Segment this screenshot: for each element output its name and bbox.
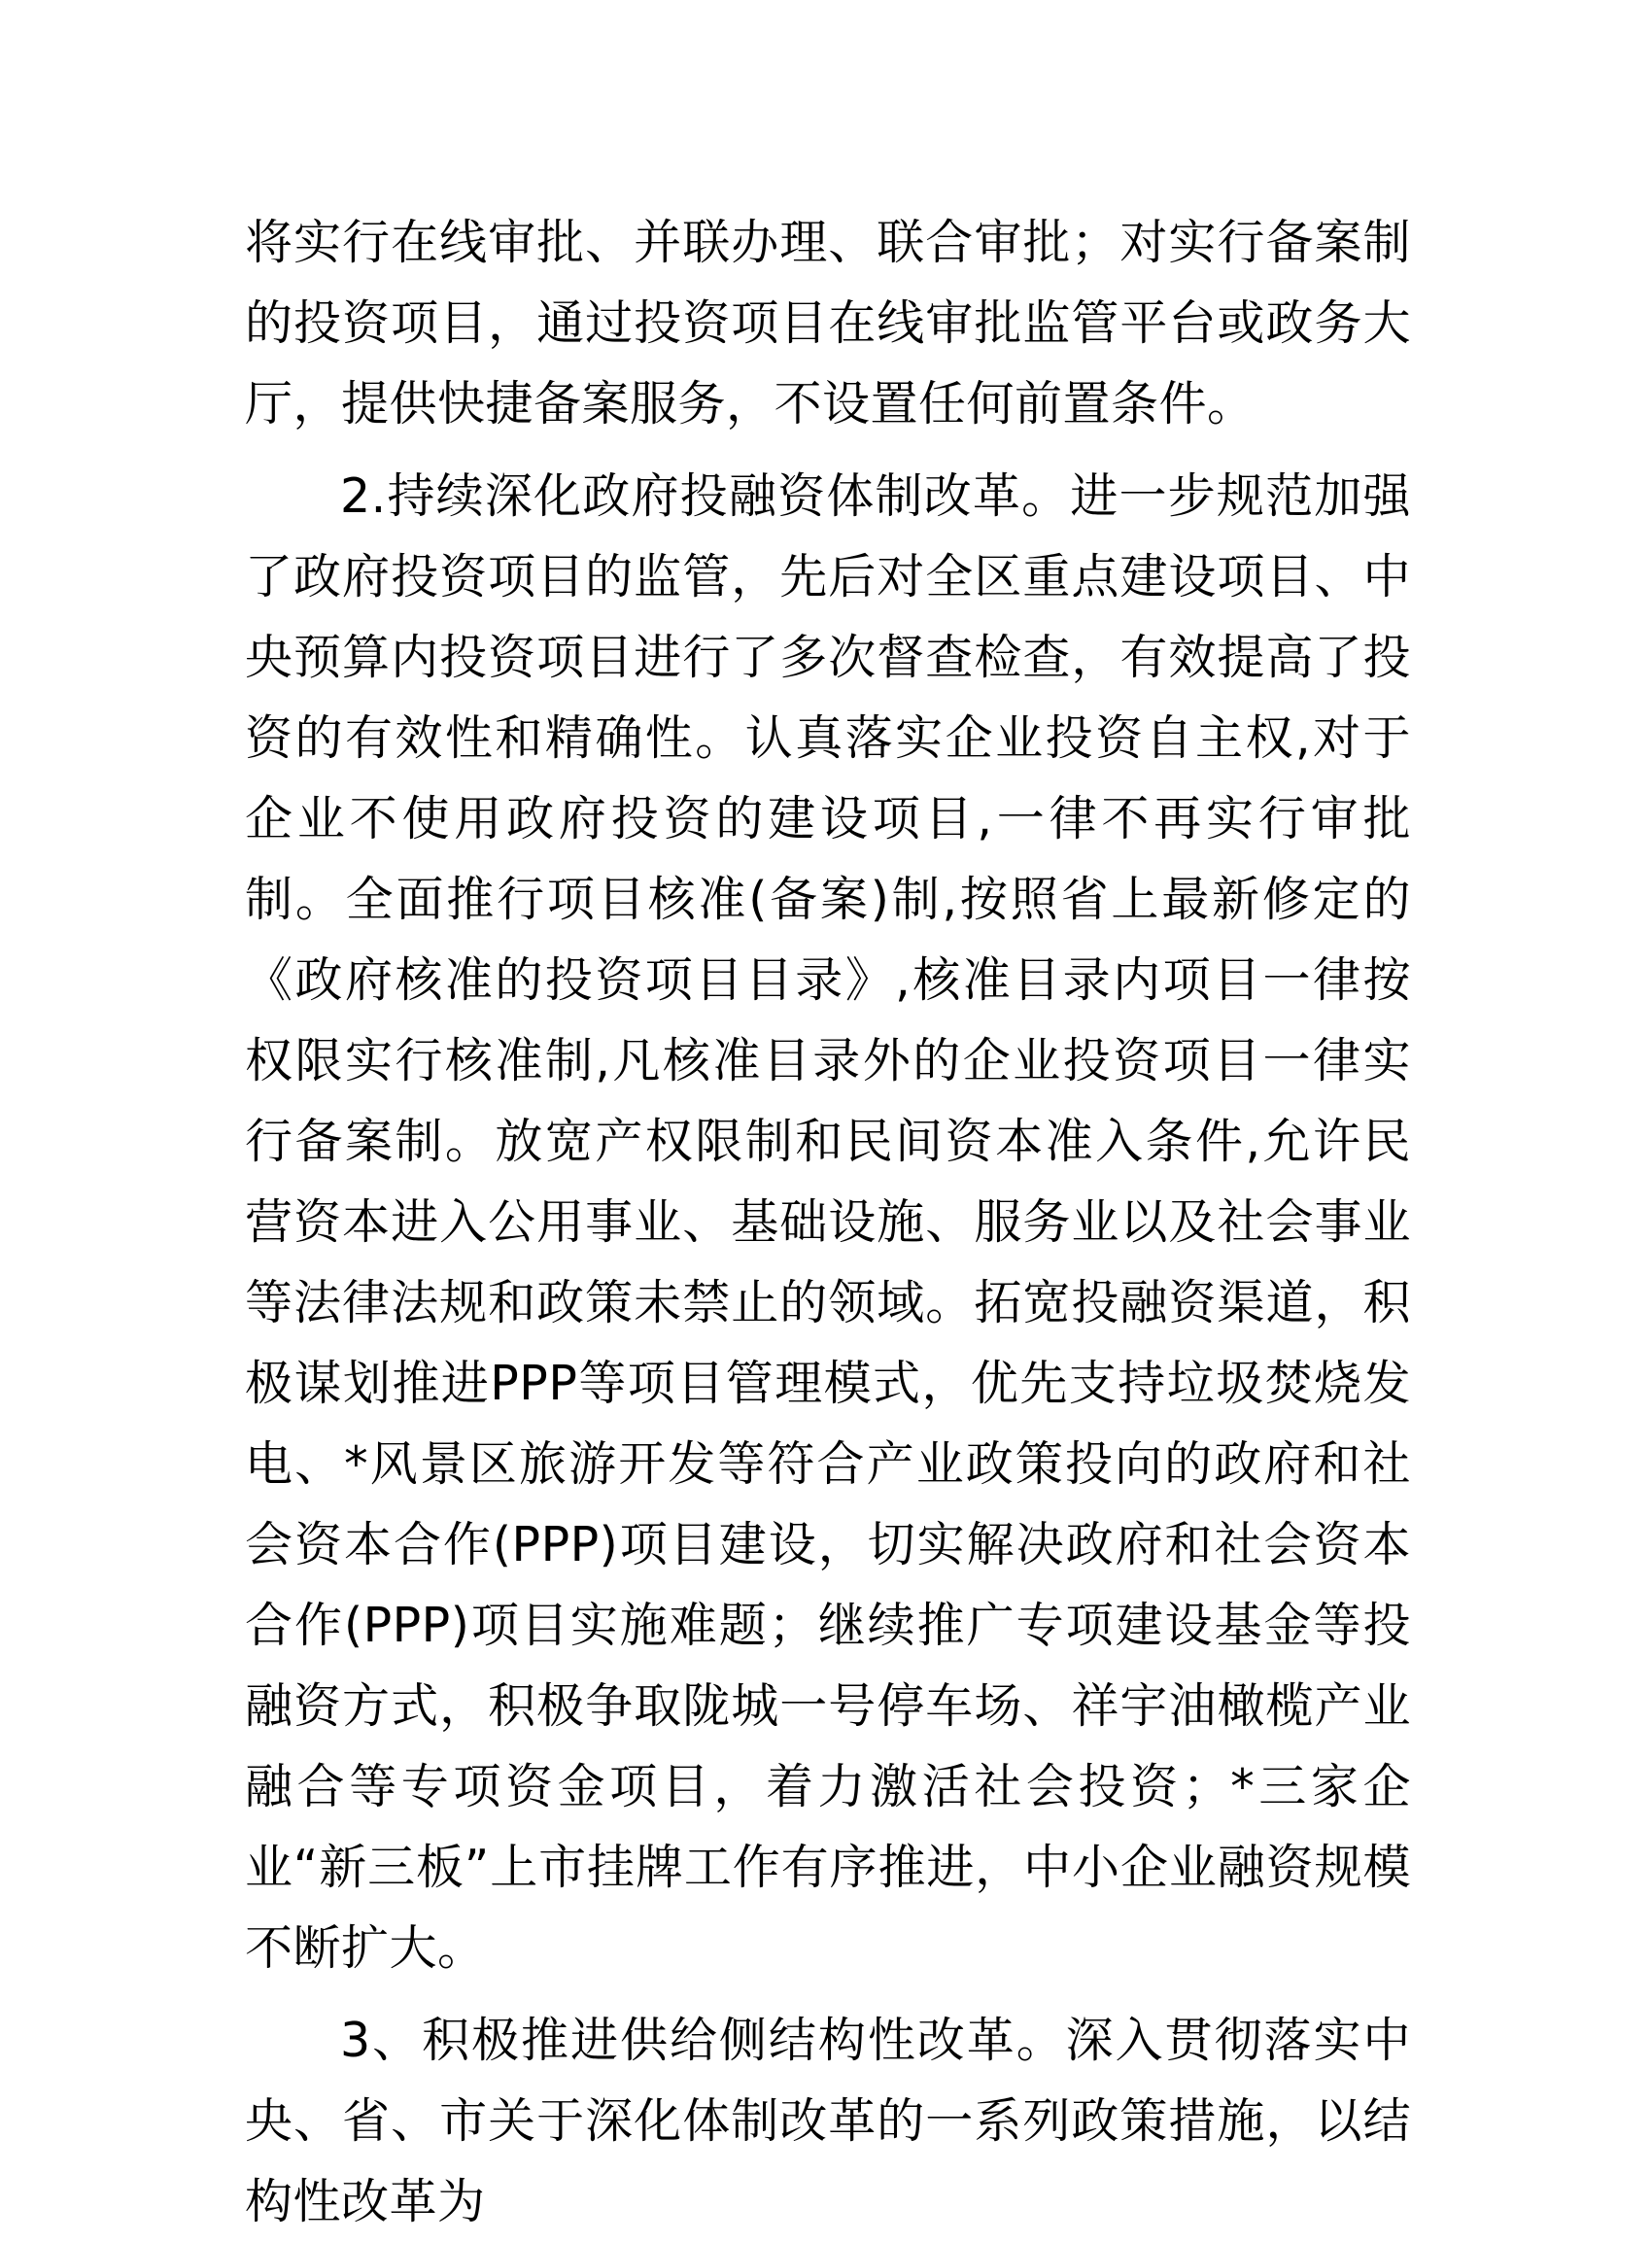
paragraph-continuation: 将实行在线审批、并联办理、联合审批；对实行备案制的投资项目，通过投资项目在线审批监管平台或政务大厅，提供快捷备案服务，不设置任何前置条件。 — [245, 215, 1411, 431]
paragraph-supply-side-reform: 3、积极推进供给侧结构性改革。深入贯彻落实中央、省、市关于深化体制改革的一系列政策措施，以结构性改革为 — [245, 2013, 1411, 2229]
document-body — [245, 202, 1411, 2242]
paragraph-investment-financing-reform: 2.持续深化政府投融资体制改革。进一步规范加强了政府投资项目的监管，先后对全区重点建设项目、中央预算内投资项目进行了多次督查检查，有效提高了投资的有效性和精确性。认真落实企业投资自主权,对于企业不使用政府投资的建设项目,一律不再实行审批制。全面推行项目核准(备案)制,按照省上最新修定的《政府核准的投资项目目录》,核准目录内项目一律按权限实行核准制,凡核准目录外的企业投资项目一律实行备案制。放宽产权限制和民间资本准入条件,允许民营资本进入公用事业、基础设施、服务业以及社会事业等法律法规和政策未禁止的领域。拓宽投融资渠道，积极谋划推进PPP等项目管理模式，优先支持垃圾焚烧发电、*风景区旅游开发等符合产业政策投向的政府和社会资本合作(PPP)项目建设，切实解决政府和社会资本合作(PPP)项目实施难题；继续推广专项建设基金等投融资方式，积极争取陇城一号停车场、祥宇油橄榄产业融合等专项资金项目，着力激活社会投资；*三家企业“新三板”上市挂牌工作有序推进，中小企业融资规模不断扩大。 — [245, 468, 1411, 1976]
